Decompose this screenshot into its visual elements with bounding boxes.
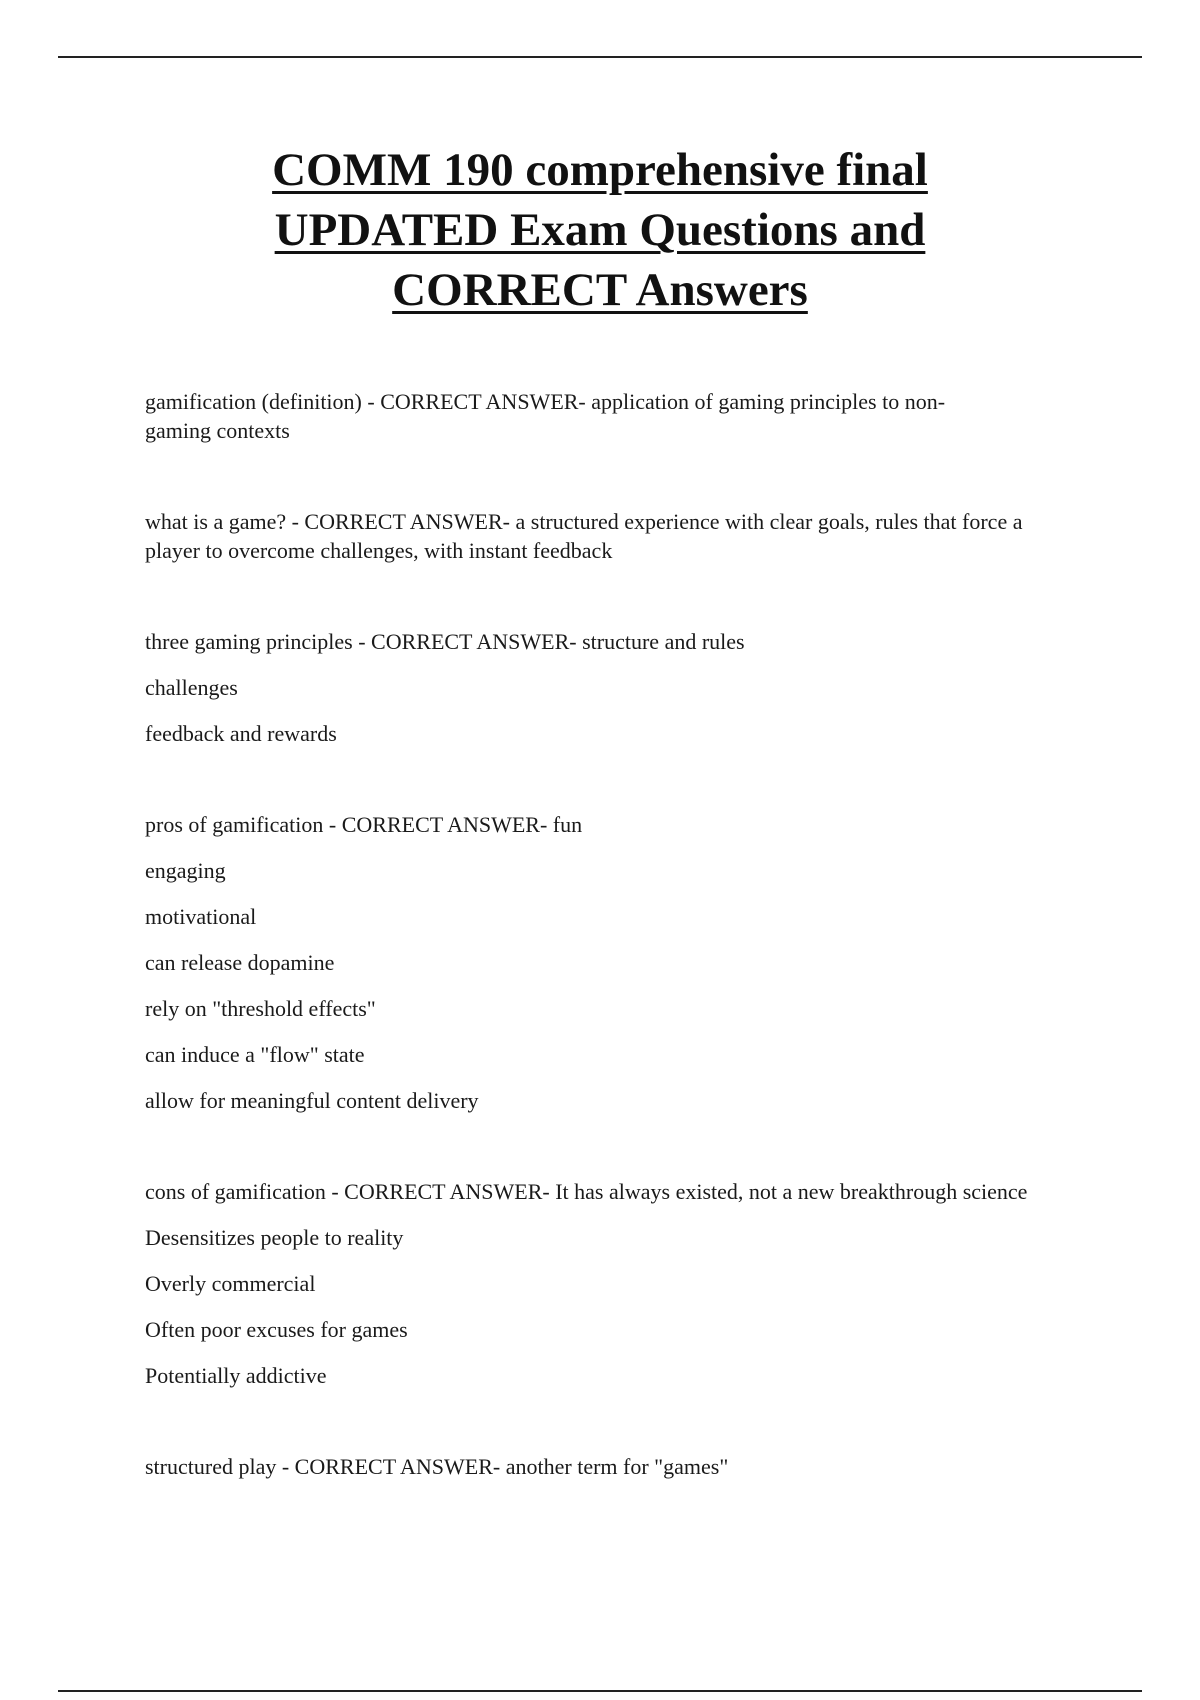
title-line-2: UPDATED Exam Questions and <box>274 204 926 256</box>
qa-entry-what-is-a-game <box>145 507 1065 565</box>
qa-entry-structured-play <box>145 1452 1065 1481</box>
qa-extra-line: Overly commercial <box>145 1271 316 1296</box>
document-title <box>150 140 1050 320</box>
qa-extra-line: allow for meaningful content delivery <box>145 1088 479 1113</box>
qa-extra-line: feedback and rewards <box>145 721 337 746</box>
qa-text: what is a game? - CORRECT ANSWER- a structured experience with clear goals, rules that force a player to overcome challenges, with instant feedback <box>145 509 1023 563</box>
qa-text: structured play - CORRECT ANSWER- another term for "games" <box>145 1454 729 1479</box>
qa-extra-line: can release dopamine <box>145 950 335 975</box>
qa-text: pros of gamification - CORRECT ANSWER- fun <box>145 812 583 837</box>
qa-extra-line: rely on "threshold effects" <box>145 996 376 1021</box>
qa-entry-gamification-definition <box>145 387 1065 445</box>
qa-extra-line: Often poor excuses for games <box>145 1317 408 1342</box>
qa-extra-line: challenges <box>145 675 238 700</box>
qa-extra-line: can induce a "flow" state <box>145 1042 365 1067</box>
qa-list <box>145 387 1065 1543</box>
qa-entry-cons-of-gamification <box>145 1177 1065 1390</box>
title-line-3: CORRECT Answers <box>392 264 808 316</box>
title-line-1: COMM 190 comprehensive final <box>272 144 928 196</box>
qa-entry-three-gaming-principles <box>145 627 1065 748</box>
qa-extra-line: motivational <box>145 904 257 929</box>
qa-text: gamification (definition) - CORRECT ANSWER- application of gaming principles to non-gaming contexts <box>145 389 946 443</box>
qa-extra-line: Desensitizes people to reality <box>145 1225 404 1250</box>
top-rule <box>58 56 1142 58</box>
qa-extra-line: Potentially addictive <box>145 1363 327 1388</box>
qa-text: cons of gamification - CORRECT ANSWER- It has always existed, not a new breakthrough science <box>145 1179 1028 1204</box>
qa-entry-pros-of-gamification <box>145 810 1065 1115</box>
qa-extra-line: engaging <box>145 858 226 883</box>
qa-text: three gaming principles - CORRECT ANSWER- structure and rules <box>145 629 745 654</box>
bottom-rule <box>58 1690 1142 1692</box>
